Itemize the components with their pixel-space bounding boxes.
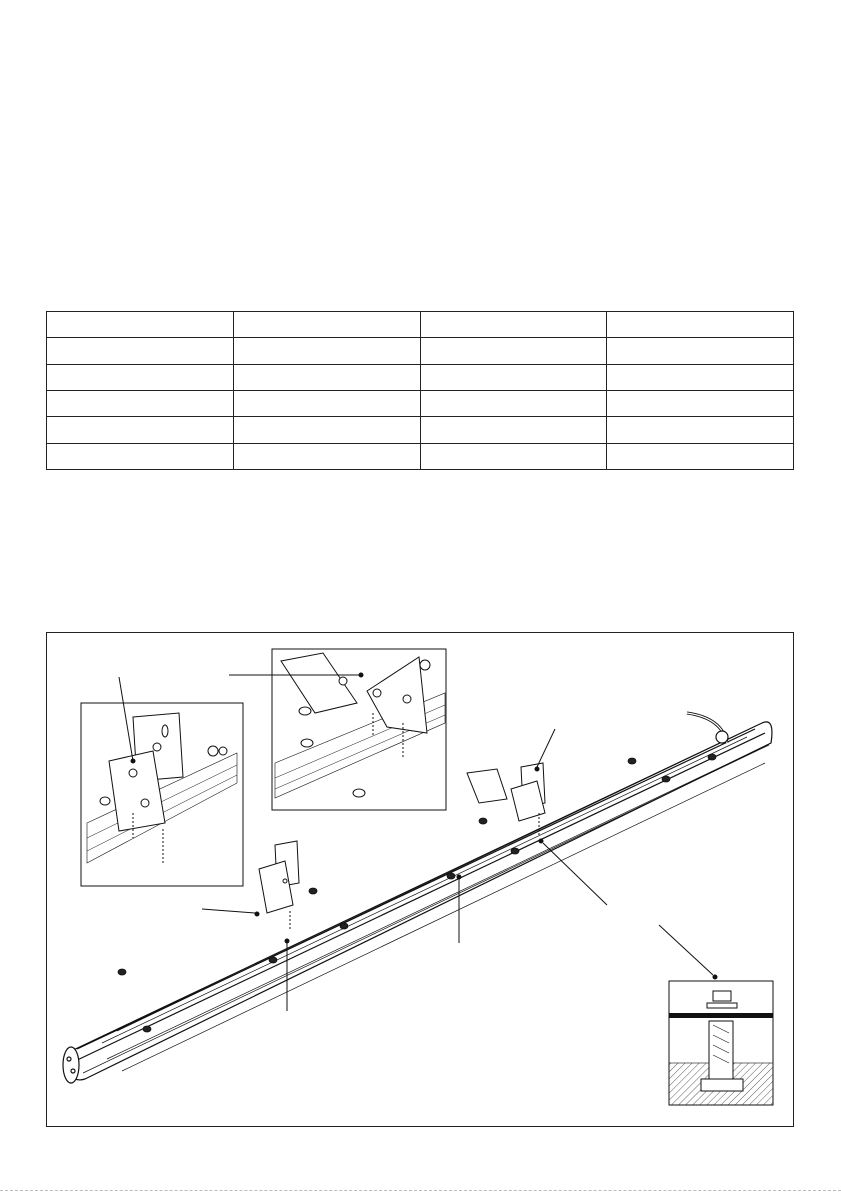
table-row [47, 312, 794, 338]
detail-inset-left [81, 703, 243, 886]
table-cell [47, 338, 234, 364]
table-cell [47, 364, 234, 390]
table-cell [233, 312, 420, 338]
detail-inset-top [272, 649, 446, 810]
table-cell [420, 364, 607, 390]
assembly-drawing [47, 633, 795, 1128]
table-cell [47, 390, 234, 416]
table-cell [420, 390, 607, 416]
table-cell [233, 338, 420, 364]
detail-inset-tbolt [669, 981, 773, 1105]
table-cell [233, 417, 420, 443]
table-cell [607, 443, 794, 469]
table-cell [233, 390, 420, 416]
table-row [47, 390, 794, 416]
table-row [47, 443, 794, 469]
assembly-diagram [46, 632, 794, 1127]
table-cell [47, 443, 234, 469]
table-cell [607, 390, 794, 416]
spec-table [46, 311, 794, 470]
table-cell [420, 443, 607, 469]
table-cell [607, 338, 794, 364]
bracket-left-on-rail [259, 841, 299, 931]
table-cell [420, 417, 607, 443]
table-cell [47, 312, 234, 338]
bracket-right-on-rail [467, 763, 545, 837]
table-cell [233, 443, 420, 469]
table-cell [420, 338, 607, 364]
table-row [47, 364, 794, 390]
table-cell [607, 364, 794, 390]
table-cell [47, 417, 234, 443]
table-cell [233, 364, 420, 390]
table-cell [420, 312, 607, 338]
table-row [47, 338, 794, 364]
table-cell [607, 312, 794, 338]
table-row [47, 417, 794, 443]
table-cell [607, 417, 794, 443]
page-edge-rule [0, 1190, 841, 1192]
